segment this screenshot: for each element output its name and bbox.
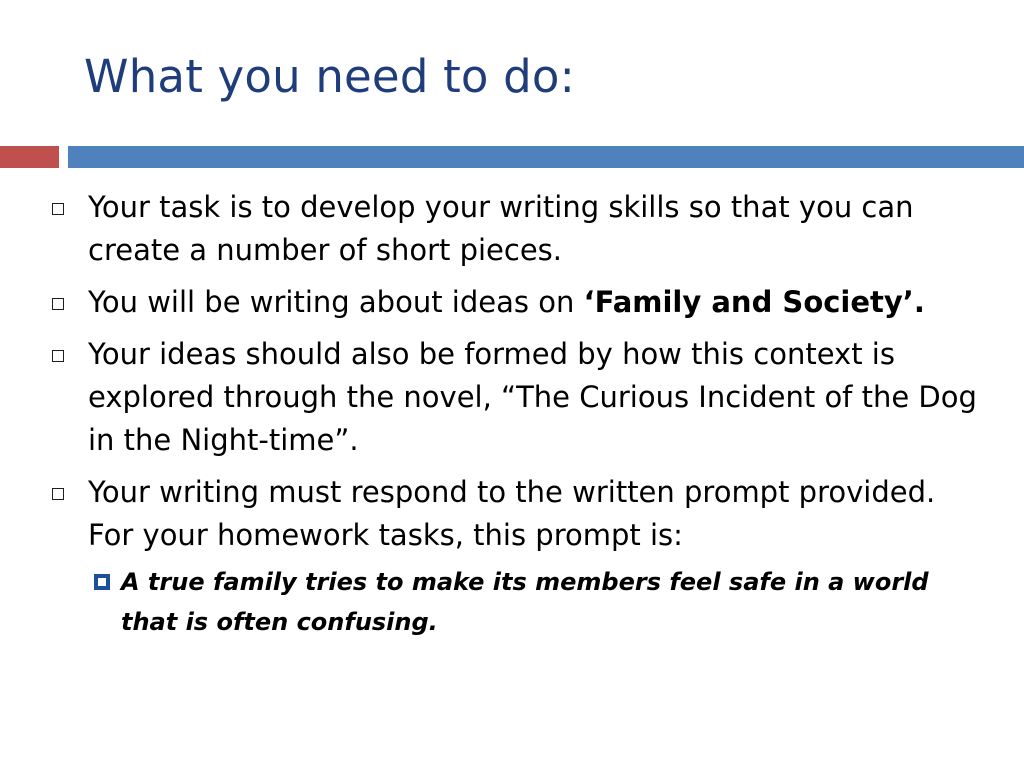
slide-title: What you need to do: xyxy=(84,50,576,103)
bullet-item-topic xyxy=(52,281,982,324)
sub-bullet-prompt xyxy=(94,562,982,642)
bullet-item-prompt xyxy=(52,471,982,557)
square-bullet-icon xyxy=(52,488,64,500)
bullet-bold-text: ‘Family and Society’. xyxy=(583,285,925,319)
accent-bar-red xyxy=(0,146,59,168)
accent-bar-blue xyxy=(68,146,1024,168)
bullet-text: Your writing must respond to the written prompt provided. For your homework tasks, this prompt is: xyxy=(88,475,936,552)
filled-square-bullet-icon xyxy=(94,574,110,590)
square-bullet-icon xyxy=(52,350,64,362)
bullet-text: You will be writing about ideas on xyxy=(88,285,584,319)
sub-bullet-text: A true family tries to make its members feel safe in a world that is often confusing. xyxy=(121,568,929,636)
square-bullet-icon xyxy=(52,203,64,215)
bullet-item-task xyxy=(52,186,982,272)
square-bullet-icon xyxy=(52,298,64,310)
bullet-text: Your task is to develop your writing skills so that you can create a number of short pieces. xyxy=(88,190,914,267)
bullet-text: Your ideas should also be formed by how this context is explored through the novel, “The Curious Incident of the Dog in the Night-time”. xyxy=(88,337,977,457)
bullet-item-context xyxy=(52,333,982,462)
bullet-list xyxy=(52,186,982,642)
